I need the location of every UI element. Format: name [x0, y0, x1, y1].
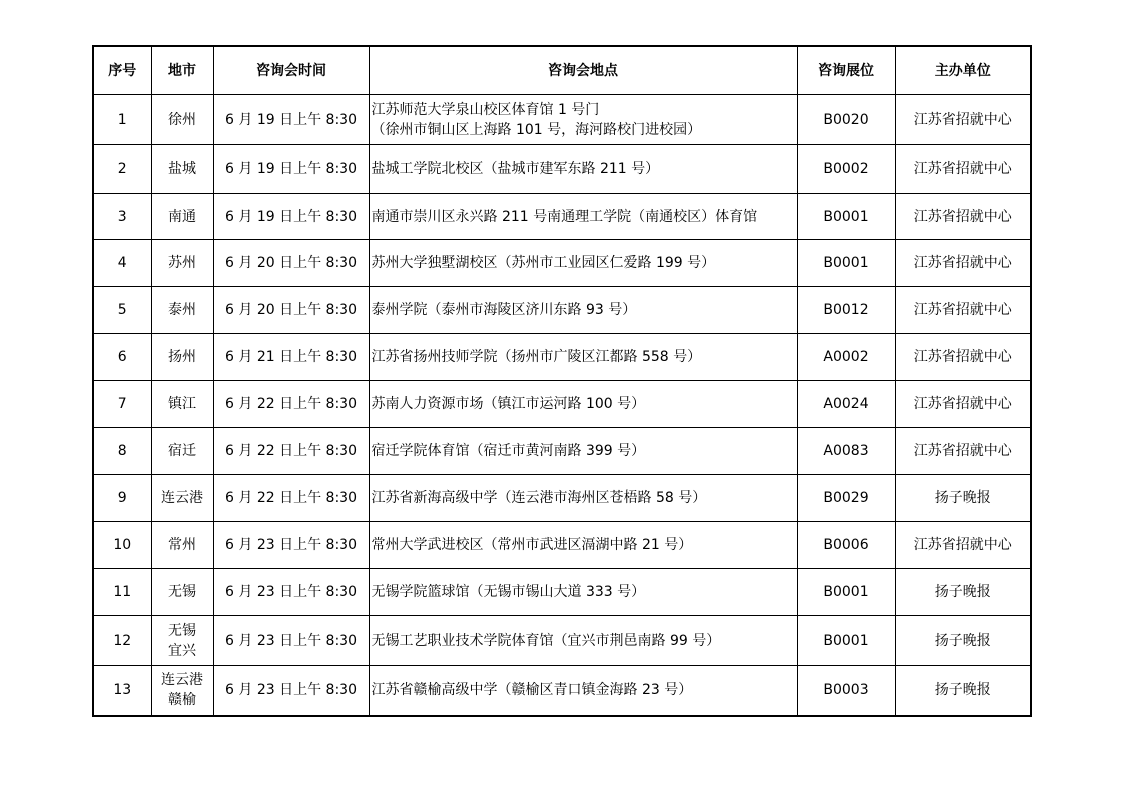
cell-no: 6	[93, 334, 151, 381]
cell-location	[369, 145, 797, 194]
table-row	[93, 475, 1031, 522]
table-row	[93, 522, 1031, 569]
cell-time: 6 月 20 日上午 8:30	[213, 287, 369, 334]
city-line: 徐州	[168, 111, 196, 128]
cell-time: 6 月 23 日上午 8:30	[213, 666, 369, 716]
cell-time: 6 月 21 日上午 8:30	[213, 334, 369, 381]
city-line: 泰州	[168, 302, 196, 318]
header-location: 咨询会地点	[369, 46, 797, 95]
cell-time: 6 月 23 日上午 8:30	[213, 616, 369, 666]
cell-location	[369, 287, 797, 334]
cell-city	[151, 287, 213, 334]
table-row	[93, 666, 1031, 716]
cell-time: 6 月 19 日上午 8:30	[213, 95, 369, 145]
header-city: 地市	[151, 46, 213, 95]
cell-location	[369, 475, 797, 522]
cell-city	[151, 522, 213, 569]
cell-organizer: 江苏省招就中心	[895, 428, 1031, 475]
cell-no: 8	[93, 428, 151, 475]
cell-organizer: 扬子晚报	[895, 569, 1031, 616]
cell-city	[151, 475, 213, 522]
table-row	[93, 145, 1031, 194]
city-line: 连云港	[161, 490, 203, 506]
cell-city	[151, 381, 213, 428]
cell-time: 6 月 23 日上午 8:30	[213, 522, 369, 569]
cell-location	[369, 334, 797, 381]
cell-organizer: 江苏省招就中心	[895, 95, 1031, 145]
cell-booth: B0001	[797, 240, 895, 287]
cell-booth: B0020	[797, 95, 895, 145]
table-row	[93, 194, 1031, 240]
cell-location	[369, 381, 797, 428]
cell-time: 6 月 22 日上午 8:30	[213, 475, 369, 522]
table-row	[93, 428, 1031, 475]
location-line: 南通市崇川区永兴路 211 号南通理工学院（南通校区）体育馆	[371, 208, 758, 225]
cell-organizer: 扬子晚报	[895, 616, 1031, 666]
cell-no: 11	[93, 569, 151, 616]
cell-booth: B0001	[797, 569, 895, 616]
cell-time: 6 月 19 日上午 8:30	[213, 145, 369, 194]
cell-booth: B0001	[797, 616, 895, 666]
cell-organizer: 江苏省招就中心	[895, 287, 1031, 334]
cell-no: 12	[93, 616, 151, 666]
cell-organizer: 江苏省招就中心	[895, 194, 1031, 240]
cell-city	[151, 95, 213, 145]
cell-booth: A0024	[797, 381, 895, 428]
location-line: 江苏省扬州技师学院（扬州市广陵区江都路 558 号）	[371, 349, 702, 365]
cell-no: 9	[93, 475, 151, 522]
header-booth: 咨询展位	[797, 46, 895, 95]
table-row	[93, 616, 1031, 666]
table-row	[93, 569, 1031, 616]
cell-booth: B0002	[797, 145, 895, 194]
cell-city	[151, 145, 213, 194]
cell-city	[151, 616, 213, 666]
cell-location	[369, 240, 797, 287]
location-line: 江苏省赣榆高级中学（赣榆区青口镇金海路 23 号）	[371, 682, 693, 699]
header-organizer: 主办单位	[895, 46, 1031, 95]
cell-no: 5	[93, 287, 151, 334]
cell-organizer: 江苏省招就中心	[895, 240, 1031, 287]
header-time: 咨询会时间	[213, 46, 369, 95]
cell-no: 10	[93, 522, 151, 569]
location-line: 常州大学武进校区（常州市武进区滆湖中路 21 号）	[371, 537, 693, 553]
cell-booth: A0083	[797, 428, 895, 475]
city-line: 宿迁	[168, 443, 196, 459]
cell-booth: A0002	[797, 334, 895, 381]
city-line: 南通	[168, 208, 196, 225]
cell-location	[369, 428, 797, 475]
cell-location	[369, 95, 797, 145]
cell-time: 6 月 22 日上午 8:30	[213, 428, 369, 475]
table-row	[93, 334, 1031, 381]
city-line: 无锡	[168, 584, 196, 600]
cell-booth: B0001	[797, 194, 895, 240]
cell-booth: B0012	[797, 287, 895, 334]
cell-booth: B0003	[797, 666, 895, 716]
table-row	[93, 381, 1031, 428]
location-line: 无锡学院篮球馆（无锡市锡山大道 333 号）	[371, 584, 646, 600]
cell-city	[151, 194, 213, 240]
cell-no: 4	[93, 240, 151, 287]
cell-location	[369, 616, 797, 666]
location-line: 宿迁学院体育馆（宿迁市黄河南路 399 号）	[371, 443, 646, 459]
cell-location	[369, 194, 797, 240]
cell-time: 6 月 19 日上午 8:30	[213, 194, 369, 240]
cell-location	[369, 569, 797, 616]
cell-organizer: 扬子晚报	[895, 475, 1031, 522]
cell-time: 6 月 23 日上午 8:30	[213, 569, 369, 616]
cell-city	[151, 334, 213, 381]
cell-booth: B0029	[797, 475, 895, 522]
city-line: 苏州	[168, 255, 196, 271]
city-line: 扬州	[168, 349, 196, 365]
city-line: 宜兴	[168, 642, 196, 659]
cell-no: 1	[93, 95, 151, 145]
cell-time: 6 月 22 日上午 8:30	[213, 381, 369, 428]
cell-location	[369, 522, 797, 569]
cell-organizer: 江苏省招就中心	[895, 381, 1031, 428]
location-line: 无锡工艺职业技术学院体育馆（宜兴市荆邑南路 99 号）	[371, 632, 721, 649]
city-line: 无锡	[168, 622, 196, 639]
location-line: 泰州学院（泰州市海陵区济川东路 93 号）	[371, 302, 637, 318]
cell-organizer: 江苏省招就中心	[895, 522, 1031, 569]
cell-organizer: 扬子晚报	[895, 666, 1031, 716]
cell-time: 6 月 20 日上午 8:30	[213, 240, 369, 287]
location-line: 苏州大学独墅湖校区（苏州市工业园区仁爱路 199 号）	[371, 255, 716, 271]
cell-organizer: 江苏省招就中心	[895, 334, 1031, 381]
city-line: 赣榆	[168, 692, 196, 709]
cell-no: 3	[93, 194, 151, 240]
cell-location	[369, 666, 797, 716]
consultation-schedule-table	[92, 45, 1032, 717]
location-line: 江苏省新海高级中学（连云港市海州区苍梧路 58 号）	[371, 490, 707, 506]
table-row	[93, 95, 1031, 145]
table-body	[93, 95, 1031, 716]
cell-no: 7	[93, 381, 151, 428]
table-row	[93, 287, 1031, 334]
city-line: 镇江	[168, 396, 196, 412]
cell-city	[151, 428, 213, 475]
table-header-row	[93, 46, 1031, 95]
cell-city	[151, 569, 213, 616]
city-line: 盐城	[168, 161, 196, 177]
city-line: 常州	[168, 537, 196, 553]
location-line: 江苏师范大学泉山校区体育馆 1 号门	[371, 101, 600, 118]
location-line: 苏南人力资源市场（镇江市运河路 100 号）	[371, 396, 646, 412]
location-line: 盐城工学院北校区（盐城市建军东路 211 号）	[371, 161, 660, 177]
location-line: （徐州市铜山区上海路 101 号，海河路校门进校园）	[371, 121, 702, 138]
cell-organizer: 江苏省招就中心	[895, 145, 1031, 194]
cell-city	[151, 666, 213, 716]
table-row	[93, 240, 1031, 287]
header-no: 序号	[93, 46, 151, 95]
cell-no: 2	[93, 145, 151, 194]
cell-city	[151, 240, 213, 287]
cell-booth: B0006	[797, 522, 895, 569]
cell-no: 13	[93, 666, 151, 716]
city-line: 连云港	[161, 672, 203, 689]
